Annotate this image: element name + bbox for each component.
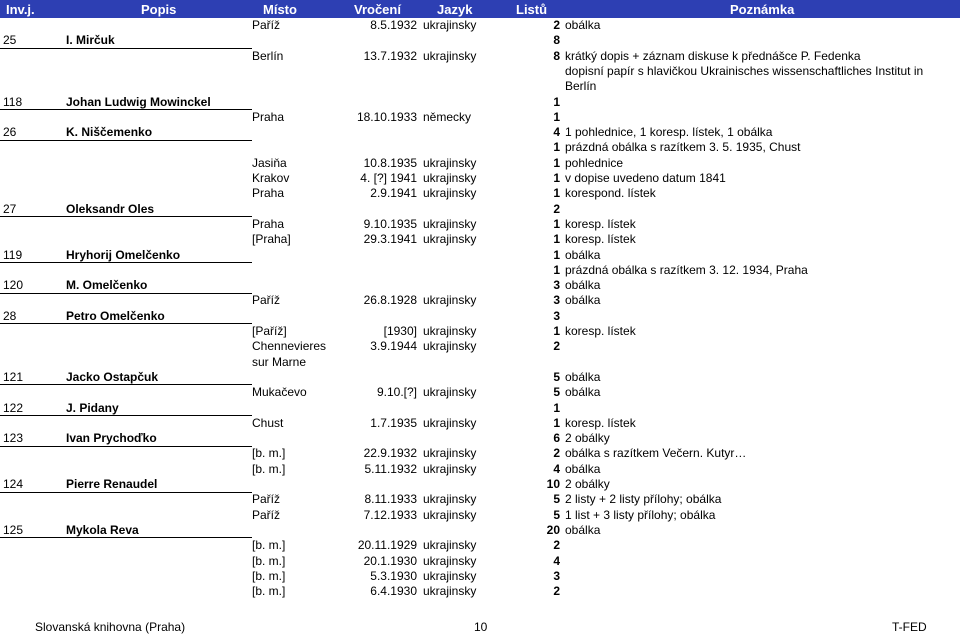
date: 2.9.1941	[370, 186, 417, 201]
table-row	[0, 49, 960, 64]
note: obálka	[565, 18, 601, 32]
place: [Paříž]	[252, 324, 287, 338]
sheet-count: 8	[553, 33, 560, 48]
table-row	[0, 171, 960, 186]
note: 2 obálky	[565, 477, 610, 491]
date: 1.7.1935	[370, 415, 417, 430]
person-name: Mykola Reva	[66, 522, 139, 537]
table-row	[0, 569, 960, 584]
date: 9.10.1935	[363, 216, 417, 231]
sheet-count: 2	[553, 18, 560, 32]
sheet-count: 20	[546, 522, 560, 537]
table-row	[0, 110, 960, 125]
sheet-count: 1	[553, 140, 560, 155]
language: ukrajinsky	[423, 216, 477, 231]
inv-number: 118	[3, 94, 23, 109]
person-row	[0, 278, 960, 293]
person-name: M. Omelčenko	[66, 278, 148, 293]
note: obálka	[565, 461, 601, 476]
sheet-count: 2	[553, 446, 560, 461]
person-name: Jacko Ostapčuk	[66, 369, 159, 384]
date: 3.9.1944	[370, 339, 417, 354]
table-row	[0, 508, 960, 523]
sheet-count: 1	[553, 400, 560, 415]
person-row	[0, 370, 960, 385]
person-name: Ivan Prychoďko	[66, 431, 157, 446]
table-row	[0, 385, 960, 400]
inv-number: 123	[3, 431, 24, 446]
language: ukrajinsky	[423, 584, 477, 599]
sheet-count: 2	[553, 584, 560, 599]
date: [1930]	[383, 324, 417, 338]
sheet-count: 1	[553, 247, 560, 262]
person-row	[0, 431, 960, 446]
place: [b. m.]	[252, 538, 286, 553]
date: 8.11.1933	[364, 492, 417, 507]
table-row	[0, 446, 960, 461]
person-name: Oleksandr Oles	[66, 201, 155, 216]
inv-number: 28	[3, 308, 17, 323]
inv-number: 26	[3, 125, 17, 140]
language: německy	[423, 109, 472, 124]
footer-library: Slovanská knihovna (Praha)	[35, 620, 186, 634]
col-count: Listů	[516, 2, 548, 17]
sheet-count: 2	[553, 538, 560, 553]
note: 1 list + 3 listy přílohy; obálka	[565, 507, 716, 522]
note: v dopise uvedeno datum 1841	[565, 171, 726, 185]
sheet-count: 3	[553, 293, 560, 308]
sheet-count: 3	[553, 278, 560, 293]
date: 6.4.1930	[370, 584, 417, 599]
language: ukrajinsky	[423, 538, 477, 553]
col-language: Jazyk	[437, 2, 473, 17]
place: Paříž	[252, 507, 281, 522]
inv-number: 124	[3, 477, 24, 491]
inv-number: 122	[3, 400, 24, 415]
language: ukrajinsky	[423, 186, 477, 201]
note: obálka	[565, 278, 601, 293]
date: 8.5.1932	[370, 18, 417, 32]
place: Berlín	[252, 48, 284, 63]
col-year: Vročení	[354, 2, 401, 17]
table-row	[0, 324, 960, 339]
sheet-count: 4	[553, 461, 560, 476]
sheet-count: 1	[553, 186, 560, 201]
note: koresp. lístek	[565, 324, 636, 338]
place: sur Marne	[252, 354, 307, 369]
table-row	[0, 18, 960, 33]
table-row	[0, 263, 960, 278]
note: obálka s razítkem Večern. Kutyr…	[565, 446, 747, 461]
date: 4. [?] 1941	[360, 171, 417, 185]
sheet-count: 1	[553, 415, 560, 430]
place: [b. m.]	[252, 568, 286, 583]
table-row	[0, 79, 960, 94]
language: ukrajinsky	[423, 446, 477, 461]
date: 22.9.1932	[363, 446, 417, 461]
table-row	[0, 492, 960, 507]
sheet-count: 3	[553, 308, 560, 323]
note: krátký dopis + záznam diskuse k přednášce P. Fedenka	[565, 48, 861, 63]
table-row	[0, 156, 960, 171]
sheet-count: 1	[553, 232, 560, 247]
language: ukrajinsky	[423, 385, 477, 400]
place: [b. m.]	[252, 461, 286, 476]
sheet-count: 4	[553, 125, 560, 140]
sheet-count: 6	[553, 431, 560, 446]
language: ukrajinsky	[423, 293, 477, 308]
note: dopisní papír s hlavičkou Ukrainisches wissenschaftliches Institut in	[565, 63, 924, 78]
person-row	[0, 248, 960, 263]
table-row	[0, 554, 960, 569]
person-row	[0, 477, 960, 492]
language: ukrajinsky	[423, 324, 477, 338]
language: ukrajinsky	[423, 18, 477, 32]
note: obálka	[565, 247, 601, 262]
note: obálka	[565, 385, 601, 400]
language: ukrajinsky	[423, 507, 477, 522]
date: 10.8.1935	[363, 155, 417, 170]
sheet-count: 1	[553, 262, 560, 277]
note: 1 pohlednice, 1 koresp. lístek, 1 obálka	[565, 125, 773, 140]
person-name: K. Niščemenko	[66, 125, 153, 140]
language: ukrajinsky	[423, 171, 477, 185]
person-name: Johan Ludwig Mowinckel	[66, 94, 211, 109]
place: Jasiňa	[252, 155, 287, 170]
col-inv: Inv.j.	[6, 2, 35, 17]
sheet-count: 3	[553, 568, 560, 583]
date: 5.11.1932	[364, 461, 417, 476]
date: 9.10.[?]	[376, 385, 417, 400]
inv-number: 120	[3, 278, 24, 293]
language: ukrajinsky	[423, 492, 477, 507]
table-row	[0, 355, 960, 370]
date: 5.3.1930	[370, 568, 417, 583]
place: [Praha]	[252, 232, 291, 247]
sheet-count: 2	[553, 339, 560, 354]
date: 29.3.1941	[363, 232, 417, 247]
sheet-count: 8	[553, 48, 560, 63]
place: Krakov	[252, 171, 290, 185]
note: prázdná obálka s razítkem 3. 5. 1935, Chust	[565, 140, 801, 155]
language: ukrajinsky	[423, 232, 477, 247]
person-row	[0, 309, 960, 324]
language: ukrajinsky	[423, 155, 477, 170]
place: Chust	[252, 415, 284, 430]
sheet-count: 5	[553, 492, 560, 507]
person-row	[0, 523, 960, 538]
date: 26.8.1928	[363, 293, 417, 308]
note: obálka	[565, 293, 601, 308]
table-row	[0, 538, 960, 553]
sheet-count: 5	[553, 369, 560, 384]
place: Praha	[252, 216, 285, 231]
sheet-count: 1	[553, 155, 560, 170]
place: Paříž	[252, 492, 281, 507]
person-row	[0, 95, 960, 110]
language: ukrajinsky	[423, 553, 477, 568]
place: Mukačevo	[252, 385, 307, 400]
table-header	[0, 0, 960, 18]
language: ukrajinsky	[423, 461, 477, 476]
place: [b. m.]	[252, 584, 286, 599]
place: Paříž	[252, 293, 281, 308]
person-name: Hryhorij Omelčenko	[66, 247, 181, 262]
table-row	[0, 64, 960, 79]
person-name: I. Mirčuk	[66, 33, 115, 48]
table-row	[0, 416, 960, 431]
sheet-count: 1	[553, 216, 560, 231]
language: ukrajinsky	[423, 568, 477, 583]
sheet-count: 1	[553, 94, 560, 109]
place: Paříž	[252, 18, 281, 32]
place: Praha	[252, 109, 285, 124]
person-row	[0, 33, 960, 48]
note: koresp. lístek	[565, 415, 636, 430]
person-row	[0, 202, 960, 217]
inv-number: 25	[3, 33, 17, 48]
note: pohlednice	[565, 155, 624, 170]
col-place: Místo	[263, 2, 297, 17]
language: ukrajinsky	[423, 339, 477, 354]
table-row	[0, 232, 960, 247]
note: obálka	[565, 522, 601, 537]
sheet-count: 1	[553, 109, 560, 124]
date: 18.10.1933	[356, 109, 417, 124]
place: [b. m.]	[252, 553, 286, 568]
table-row	[0, 462, 960, 477]
note: koresp. lístek	[565, 232, 636, 247]
note: obálka	[565, 369, 601, 384]
sheet-count: 1	[553, 324, 560, 338]
table-row	[0, 186, 960, 201]
sheet-count: 5	[553, 507, 560, 522]
inv-number: 125	[3, 522, 24, 537]
note: prázdná obálka s razítkem 3. 12. 1934, Praha	[565, 262, 808, 277]
table-row	[0, 339, 960, 354]
sheet-count: 1	[553, 171, 560, 185]
language: ukrajinsky	[423, 415, 477, 430]
note: 2 obálky	[565, 431, 610, 446]
table-row	[0, 293, 960, 308]
person-name: J. Pidany	[66, 400, 119, 415]
person-name: Petro Omelčenko	[66, 308, 165, 323]
inv-number: 27	[3, 201, 17, 216]
table-row	[0, 140, 960, 155]
footer-page-number: 10	[474, 620, 488, 634]
note: Berlín	[565, 79, 597, 94]
date: 7.12.1933	[363, 507, 417, 522]
footer-collection-code: T-FED	[892, 620, 927, 634]
person-name: Pierre Renaudel	[66, 477, 158, 491]
table-row	[0, 217, 960, 232]
sheet-count: 4	[553, 553, 560, 568]
note: korespond. lístek	[565, 186, 656, 201]
person-row	[0, 401, 960, 416]
note: 2 listy + 2 listy přílohy; obálka	[565, 492, 722, 507]
note: koresp. lístek	[565, 216, 636, 231]
date: 20.11.1929	[357, 538, 417, 553]
sheet-count: 2	[553, 201, 560, 216]
date: 13.7.1932	[363, 48, 417, 63]
person-row	[0, 125, 960, 140]
inv-number: 119	[3, 247, 23, 262]
sheet-count: 10	[546, 477, 560, 491]
col-note: Poznámka	[730, 2, 795, 17]
table-row	[0, 584, 960, 599]
col-name: Popis	[141, 2, 177, 17]
place: Praha	[252, 186, 285, 201]
language: ukrajinsky	[423, 48, 477, 63]
inv-number: 121	[3, 369, 24, 384]
place: [b. m.]	[252, 446, 286, 461]
date: 20.1.1930	[363, 553, 417, 568]
place: Chennevieres	[252, 339, 327, 354]
sheet-count: 5	[553, 385, 560, 400]
